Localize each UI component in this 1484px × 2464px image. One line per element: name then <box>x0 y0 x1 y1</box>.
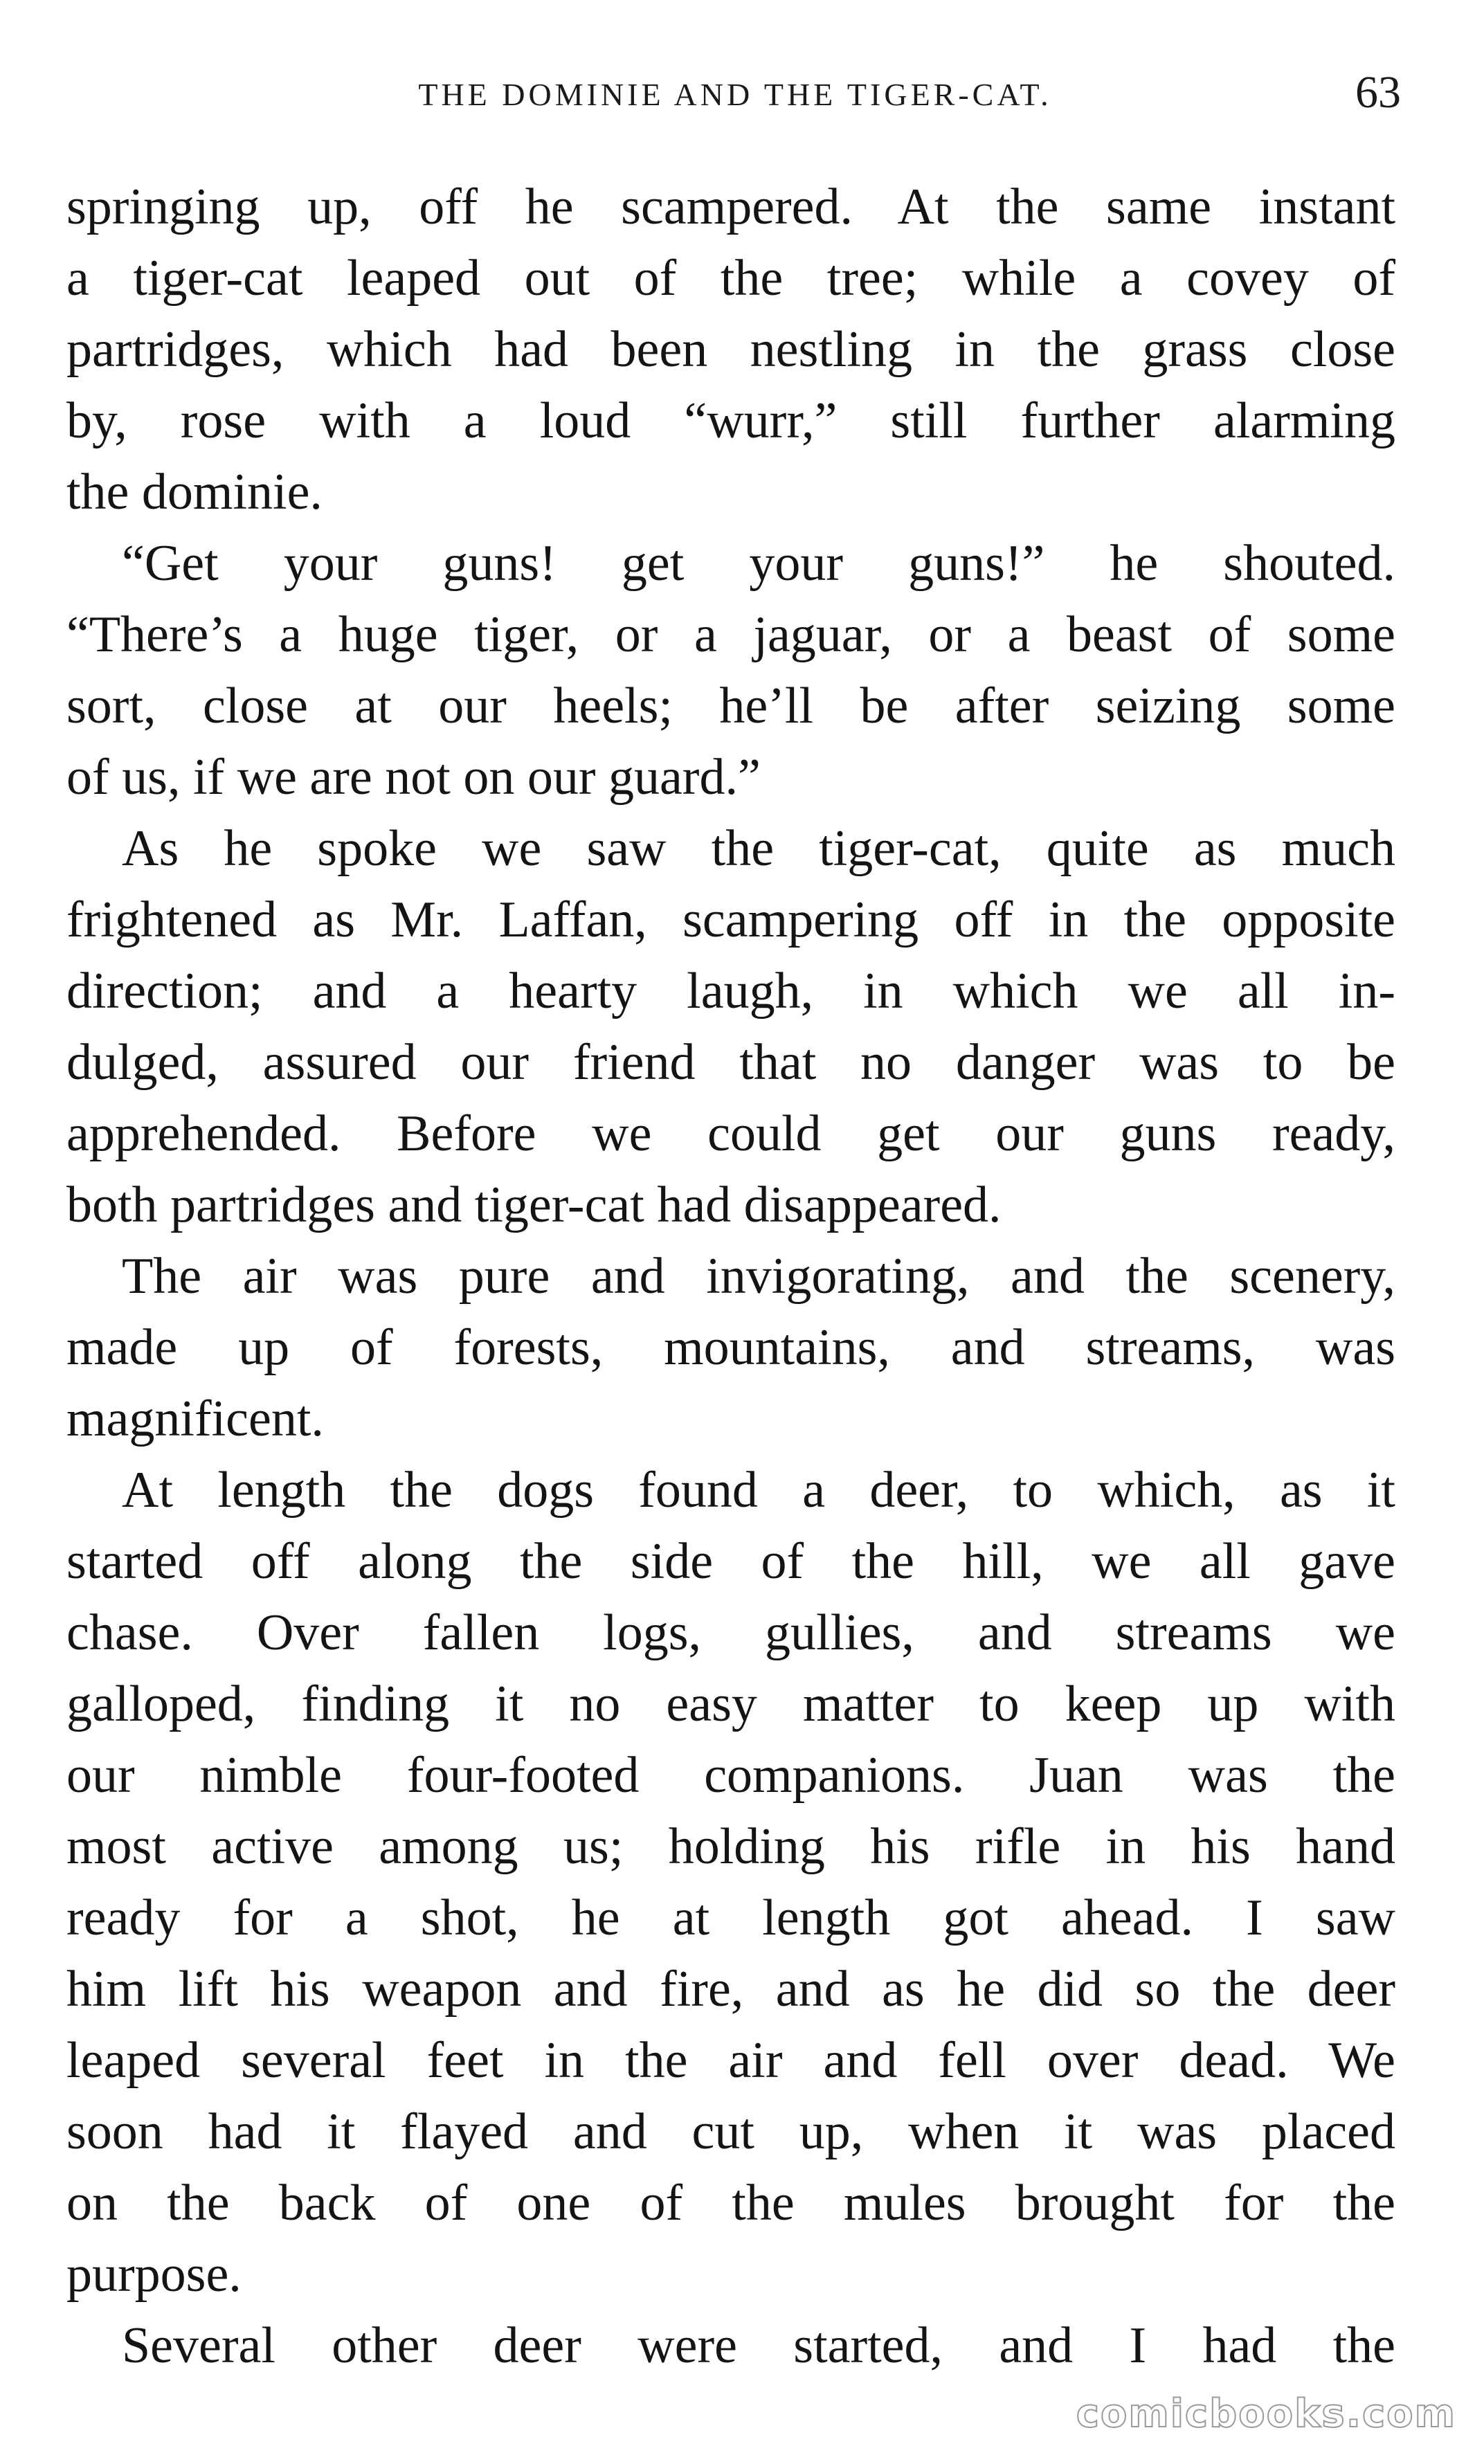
text-line: frightened as Mr. Laffan, scampering off in the opposite <box>66 891 1395 948</box>
text-line: of us, if we are not on our guard.” <box>66 749 761 806</box>
text-line: the dominie. <box>66 464 323 520</box>
text-line: At length the dogs found a deer, to which, as it <box>122 1462 1395 1519</box>
watermark: comicbooks.com <box>1076 2391 1456 2436</box>
text-line: both partridges and tiger-cat had disappeared. <box>66 1177 1002 1233</box>
text-line: Several other deer were started, and I had the <box>122 2317 1395 2374</box>
paragraph <box>66 813 1395 1241</box>
text-line: chase. Over fallen logs, gullies, and streams we <box>66 1604 1395 1661</box>
text-line: started off along the side of the hill, we all gave <box>66 1533 1395 1590</box>
text-line: partridges, which had been nestling in the grass close <box>66 321 1395 378</box>
text-line: dulged, assured our friend that no danger was to be <box>66 1034 1395 1091</box>
text-line: our nimble four-footed companions. Juan was the <box>66 1747 1395 1804</box>
text-line: As he spoke we saw the tiger-cat, quite as much <box>122 820 1395 877</box>
text-line: soon had it flayed and cut up, when it was placed <box>66 2103 1395 2160</box>
text-line: purpose. <box>66 2246 242 2303</box>
text-line: by, rose with a loud “wurr,” still further alarming <box>66 392 1395 449</box>
running-head <box>69 66 1401 122</box>
text-line: made up of forests, mountains, and streams, was <box>66 1319 1395 1376</box>
paragraph <box>66 2310 1395 2382</box>
paragraph <box>66 528 1395 813</box>
text-line: magnificent. <box>66 1390 324 1447</box>
paragraph <box>66 172 1395 528</box>
text-line: on the back of one of the mules brought for the <box>66 2175 1395 2231</box>
page-number: 63 <box>1355 67 1401 118</box>
text-line: The air was pure and invigorating, and the scenery, <box>122 1248 1395 1305</box>
running-title: THE DOMINIE AND THE TIGER-CAT. <box>418 77 1052 112</box>
text-line: apprehended. Before we could get our guns ready, <box>66 1105 1395 1162</box>
paragraph <box>66 1455 1395 2310</box>
text-line: “There’s a huge tiger, or a jaguar, or a beast of some <box>66 606 1395 663</box>
text-line: “Get your guns! get your guns!” he shouted. <box>122 535 1395 592</box>
paragraph <box>66 1241 1395 1455</box>
text-line: direction; and a hearty laugh, in which we all in- <box>66 963 1395 1020</box>
text-line: ready for a shot, he at length got ahead. I saw <box>66 1890 1395 1946</box>
text-line: sort, close at our heels; he’ll be after seizing some <box>66 678 1395 734</box>
text-line: leaped several feet in the air and fell over dead. We <box>66 2032 1395 2089</box>
text-line: most active among us; holding his rifle in his hand <box>66 1818 1395 1875</box>
text-line: a tiger-cat leaped out of the tree; while a covey of <box>66 250 1395 307</box>
body-text <box>66 172 1395 2382</box>
text-line: galloped, finding it no easy matter to keep up with <box>66 1676 1395 1732</box>
text-line: him lift his weapon and fire, and as he did so the deer <box>66 1961 1395 2018</box>
text-line: springing up, off he scampered. At the same instant <box>66 179 1395 235</box>
